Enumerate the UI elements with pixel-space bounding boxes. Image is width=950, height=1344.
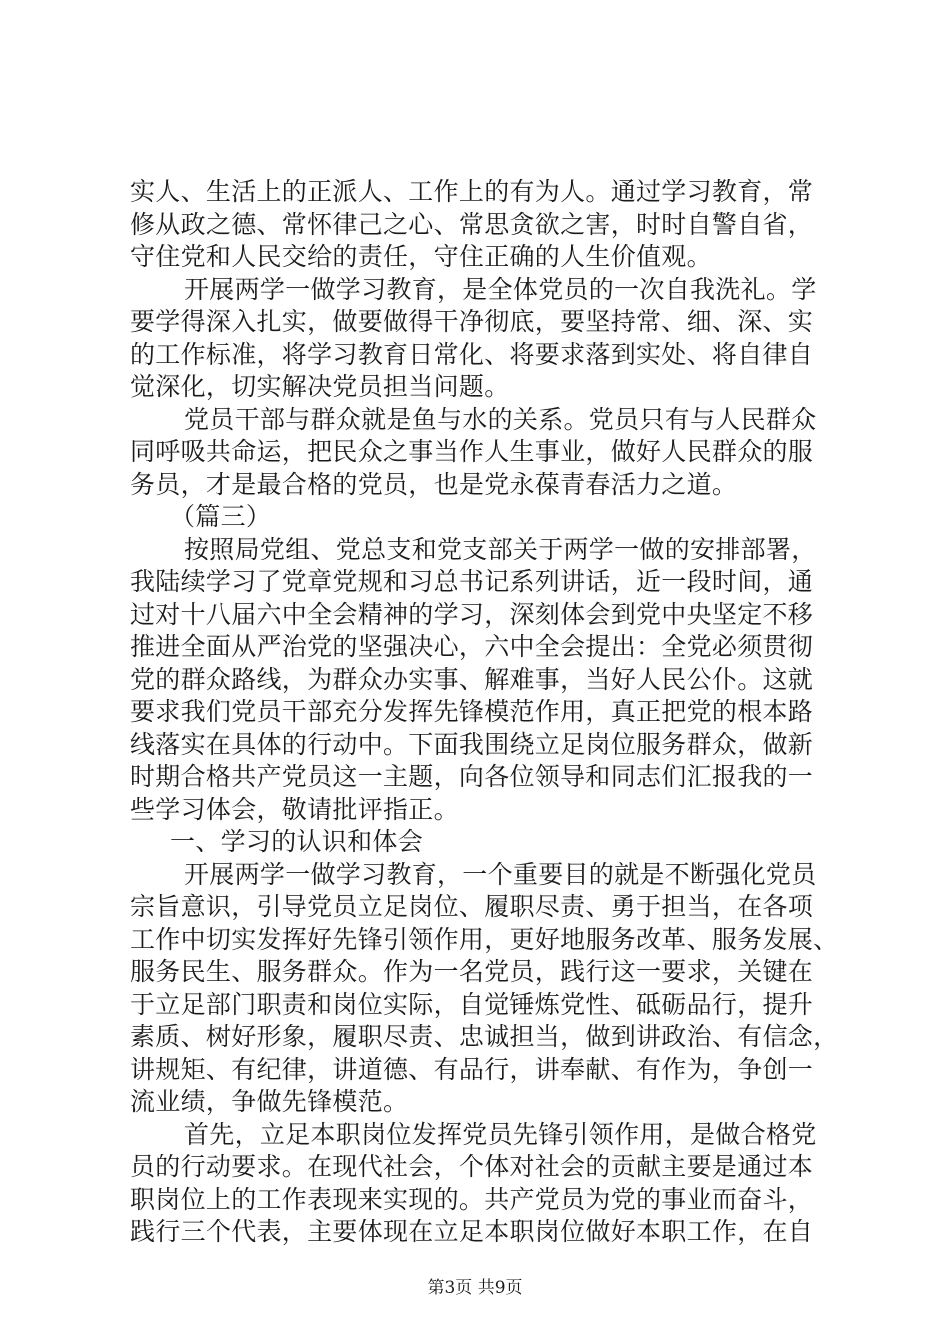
text-line: 些学习体会，敬请批评指正。 (130, 794, 459, 824)
page-footer: 第3页 共9页 (427, 1278, 523, 1298)
document-body (130, 176, 839, 1249)
text-line: 员的行动要求。在现代社会，个体对社会的贡献主要是通过本 (130, 1152, 814, 1181)
text-line: 按照局党组、党总支和党支部关于两学一做的安排部署， (184, 534, 817, 564)
text-line: 开展两学一做学习教育，一个重要目的就是不断强化党员 (184, 859, 817, 889)
text-line: 践行三个代表，主要体现在立足本职岗位做好本职工作，在自 (130, 1217, 814, 1246)
text-line: 的工作标准，将学习教育日常化、将要求落到实处、将自律自 (130, 339, 814, 369)
text-line: 一、学习的认识和体会 (170, 827, 424, 856)
text-line: 要学得深入扎实，做要做得干净彻底，要坚持常、细、深、实 (130, 307, 814, 336)
text-line: 务员，才是最合格的党员，也是党永葆青春活力之道。 (130, 469, 738, 499)
text-line: 觉深化，切实解决党员担当问题。 (130, 372, 510, 401)
text-line: 开展两学一做学习教育，是全体党员的一次自我洗礼。学 (184, 274, 817, 304)
text-line: （篇三） (170, 502, 272, 531)
text-line: 素质、树好形象，履职尽责、忠诚担当，做到讲政治、有信念， (130, 1022, 839, 1051)
text-line: 讲规矩、有纪律，讲道德、有品行，讲奉献、有作为，争创一 (130, 1054, 814, 1084)
text-line: 我陆续学习了党章党规和习总书记系列讲话，近一段时间，通 (130, 567, 814, 596)
text-line: 要求我们党员干部充分发挥先锋模范作用，真正把党的根本路 (130, 697, 814, 726)
text-line: 流业绩，争做先锋模范。 (130, 1087, 409, 1116)
text-line: 同呼吸共命运，把民众之事当作人生事业，做好人民群众的服 (130, 437, 814, 466)
text-line: 首先，立足本职岗位发挥党员先锋引领作用，是做合格党 (184, 1119, 817, 1149)
text-line: 职岗位上的工作表现来实现的。共产党员为党的事业而奋斗， (130, 1184, 814, 1214)
text-line: 推进全面从严治党的坚强决心，六中全会提出：全党必须贯彻 (130, 632, 814, 661)
text-line: 修从政之德、常怀律己之心、常思贪欲之害，时时自警自省， (130, 209, 814, 239)
text-line: 于立足部门职责和岗位实际，自觉锤炼党性、砥砺品行，提升 (130, 989, 814, 1019)
text-line: 工作中切实发挥好先锋引领作用，更好地服务改革、服务发展、 (130, 924, 839, 954)
text-line: 过对十八届六中全会精神的学习，深刻体会到党中央坚定不移 (130, 599, 814, 629)
text-line: 宗旨意识，引导党员立足岗位、履职尽责、勇于担当，在各项 (130, 892, 814, 921)
text-line: 线落实在具体的行动中。下面我围绕立足岗位服务群众，做新 (130, 729, 814, 759)
text-line: 时期合格共产党员这一主题，向各位领导和同志们汇报我的一 (130, 762, 814, 791)
text-line: 守住党和人民交给的责任，守住正确的人生价值观。 (130, 242, 712, 271)
text-line: 实人、生活上的正派人、工作上的有为人。通过学习教育，常 (130, 177, 814, 206)
text-line: 服务民生、服务群众。作为一名党员，践行这一要求，关键在 (130, 957, 814, 986)
text-line: 党员干部与群众就是鱼与水的关系。党员只有与人民群众 (184, 404, 817, 434)
text-line: 党的群众路线，为群众办实事、解难事，当好人民公仆。这就 (130, 664, 814, 694)
